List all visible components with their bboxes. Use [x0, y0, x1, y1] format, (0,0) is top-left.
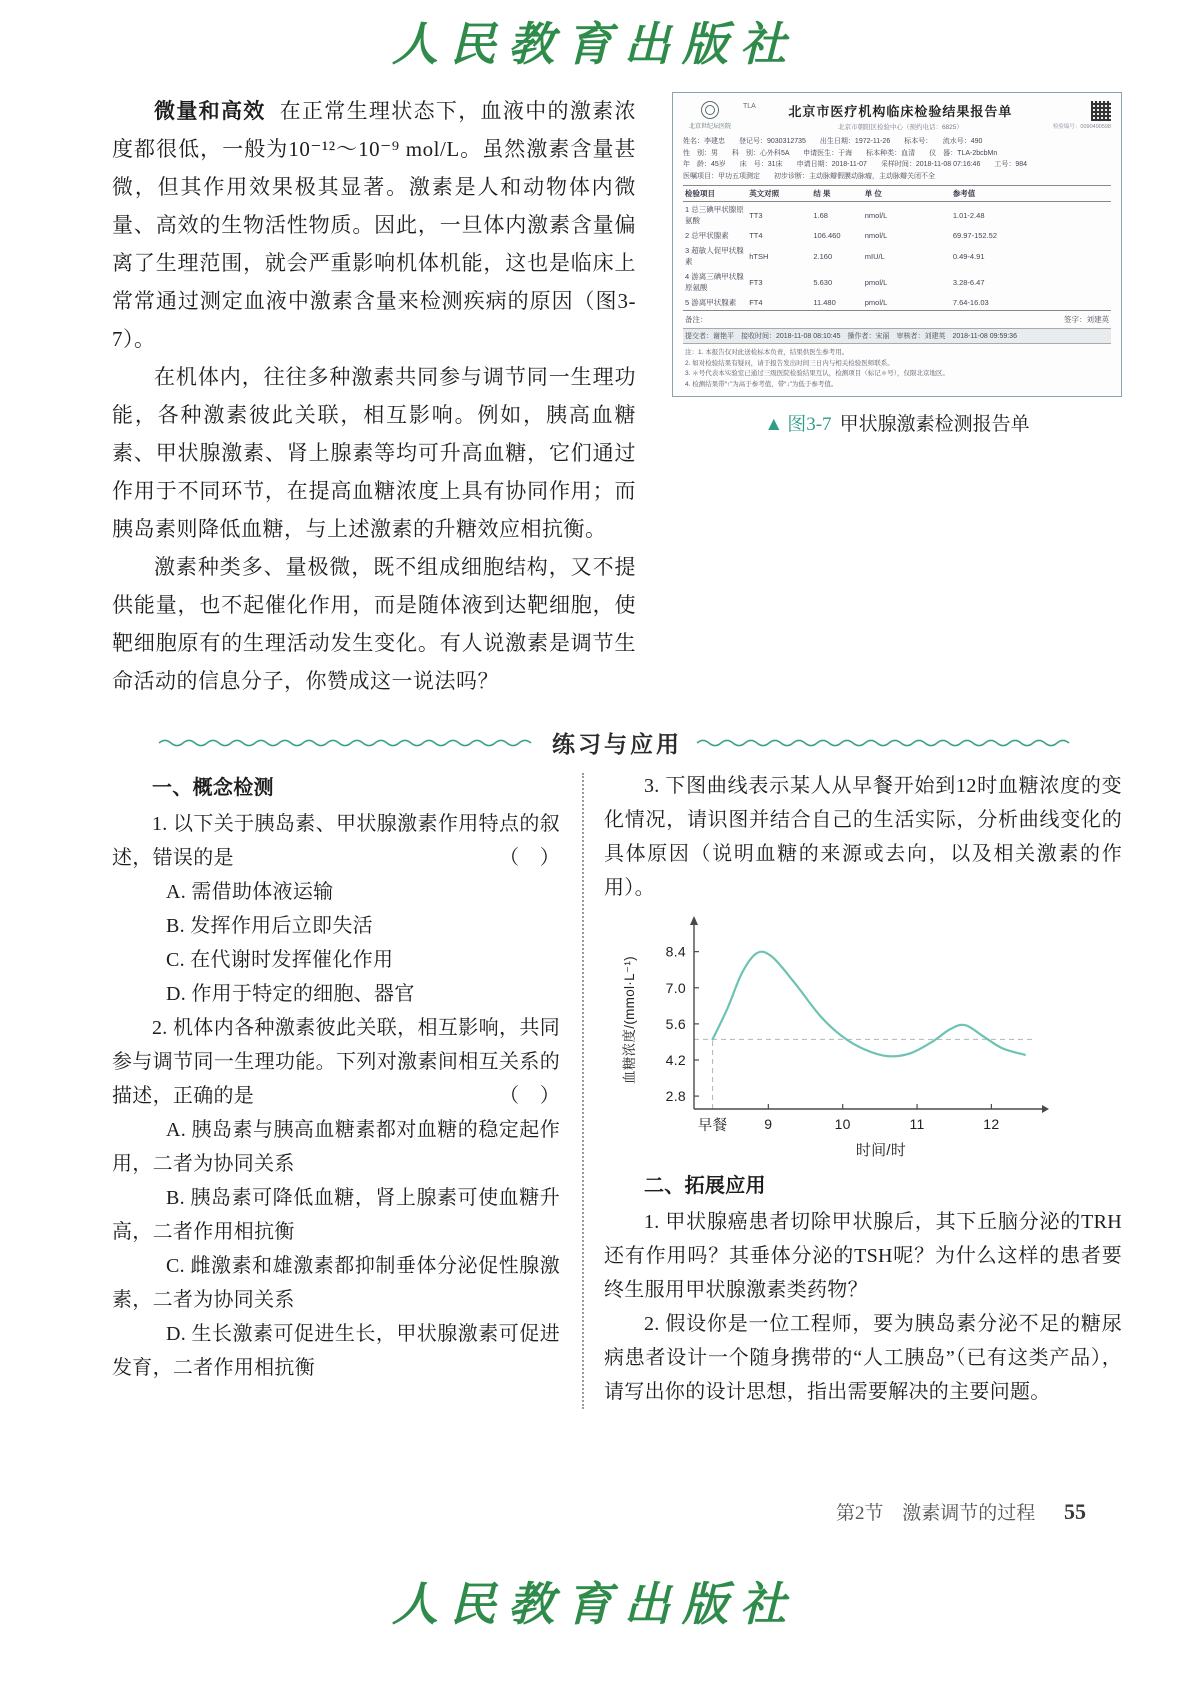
paragraph-hormone-messenger: 激素种类多、量极微，既不组成细胞结构，又不提供能量，也不起催化作用，而是随体液到达靶细胞，使靶细胞原有的生理活动发生变化。有人说激素是调节生命活动的信息分子，你赞成这一说法吗？ [112, 555, 636, 693]
report-cell: 4 游离三碘甲状腺原氨酸 [685, 272, 744, 292]
report-serial-block [1045, 101, 1111, 130]
paragraph-trace-and-efficient [112, 92, 636, 358]
report-info-row: 姓名：李建忠 登记号：9030312735 出生日期：1972-11-26 标本号： 流水号：490 [683, 138, 983, 145]
svg-text:8.4: 8.4 [665, 943, 686, 960]
option-item: B. 发挥作用后立即失活 [166, 915, 373, 937]
report-cell: hTSH [749, 251, 769, 261]
question-2 [112, 1011, 560, 1113]
section-concept-heading: 一、概念检测 [152, 777, 274, 799]
report-table-row [683, 295, 1111, 311]
report-cell: 1.68 [813, 210, 828, 220]
report-remark: 备注： [685, 315, 708, 324]
svg-text:11: 11 [909, 1116, 925, 1132]
wave-right-icon [696, 737, 1076, 749]
svg-text:早餐: 早餐 [697, 1118, 728, 1134]
main-text-column [112, 92, 636, 700]
svg-text:10: 10 [834, 1116, 851, 1132]
report-header [683, 101, 1111, 131]
report-cell: 1 总三碘甲状腺原氨酸 [685, 205, 744, 225]
figure-title: 甲状腺激素检测报告单 [839, 414, 1030, 435]
report-table-header-cell: 单 位 [863, 186, 951, 202]
option-item: C. 雌激素和雄激素都抑制垂体分泌促性腺激素，二者为协同关系 [112, 1255, 560, 1311]
report-cell: pmol/L [864, 277, 888, 287]
page-content [0, 74, 1190, 1409]
glucose-chart [618, 913, 1050, 1165]
report-cell: 2 总甲状腺素 [685, 231, 729, 240]
publisher-logo-top: 人民教育出版社 [392, 17, 798, 71]
report-info-row: 医嘱项目：甲功五项测定 初步诊断：主动脉瓣假膜动脉瘤，主动脉瓣关闭不全 [683, 172, 935, 180]
figure-3-7 [672, 92, 1122, 700]
report-note: 注：1. 本报告仅对此送检标本负责，结果供医生参考用。 [685, 349, 849, 356]
figure-caption [672, 409, 1122, 436]
report-table-row [683, 269, 1111, 295]
report-cell: 5.630 [813, 277, 833, 287]
report-cell: 1.01-2.48 [952, 210, 985, 220]
report-cell: nmol/L [864, 210, 888, 220]
option-item: D. 作用于特定的细胞、器官 [166, 983, 415, 1005]
hospital-name: 北京世纪坛医院 [688, 124, 731, 130]
svg-text:血糖浓度/(mmol·L⁻¹): 血糖浓度/(mmol·L⁻¹) [622, 956, 637, 1084]
report-table-row [683, 228, 1111, 243]
report-table [683, 186, 1111, 311]
report-cell: 11.480 [811, 295, 862, 311]
option-item: D. 生长激素可促进生长，甲状腺激素可促进发育，二者作用相抗衡 [112, 1323, 560, 1379]
hospital-logo [683, 101, 737, 130]
report-remark-row [683, 311, 1111, 328]
exercises-left-column [112, 769, 560, 1409]
option-item: C. 在代谢时发挥催化作用 [166, 949, 394, 971]
report-table-row [683, 243, 1111, 269]
question-1-text: 1. 以下关于胰岛素、甲状腺激素作用特点的叙述，错误的是 [112, 813, 560, 869]
question-1 [112, 807, 560, 875]
svg-text:12: 12 [983, 1116, 1000, 1132]
question-3: 3. 下图曲线表示某人从早餐开始到12时血糖浓度的变化情况，请识图并结合自己的生活实际，分析曲线变化的具体原因（说明血糖的来源或去向，以及相关激素的作用）。 [604, 775, 1122, 899]
report-cell: 69.97-152.52 [952, 231, 998, 240]
report-title-block [762, 101, 1039, 131]
report-cell: TT4 [749, 231, 763, 240]
exercises-columns [112, 769, 1122, 1409]
svg-text:9: 9 [764, 1116, 773, 1132]
report-cell: nmol/L [864, 231, 888, 240]
qr-code-icon [1091, 101, 1111, 121]
report-cell: 7.64-16.03 [951, 295, 1111, 311]
page-footer [836, 1498, 1086, 1525]
svg-text:时间/时: 时间/时 [855, 1142, 907, 1159]
report-cell: FT3 [749, 277, 763, 287]
report-table-header-cell: 参考值 [951, 186, 1111, 202]
report-cell: 5 游离甲状腺素 [683, 295, 747, 311]
extend-question-1: 1. 甲状腺癌患者切除甲状腺后，其下丘脑分泌的TRH还有作用吗？其垂体分泌的TSH呢？为什么这样的患者要终生服用甲状腺激素类药物？ [604, 1211, 1122, 1301]
report-cell: pmol/L [863, 295, 951, 311]
exercises-header [112, 726, 1122, 759]
answer-blank: （ ） [499, 1085, 560, 1107]
report-submit-row: 提交者：谢艳平 接收时间：2018-11-08 08:10:45 操作者：宋丽 审核者：刘建英 2018-11-08 09:59:36 [683, 328, 1111, 344]
report-subtitle: 北京市朝阳区检验中心（预约电话：6825） [837, 124, 963, 131]
question-2-options [112, 1113, 560, 1385]
exercises-title: 练习与应用 [552, 732, 682, 757]
report-cell: FT4 [747, 295, 811, 311]
option-item: A. 需借助体液运输 [166, 881, 334, 903]
report-cell: 0.49-4.91 [952, 251, 985, 261]
option-item: A. 胰岛素与胰高血糖素都对血糖的稳定起作用，二者为协同关系 [112, 1119, 560, 1175]
report-cell: 3 超敏人促甲状腺素 [685, 246, 744, 266]
report-table-header-cell: 检验项目 [683, 186, 747, 202]
report-signature: 签字：刘建英 [1064, 315, 1109, 324]
report-info-row: 年 龄：45岁 床 号：31床 申请日期：2018-11-07 采样时间：2018-11-08 07:16:46 工号：984 [683, 161, 1028, 168]
publisher-logo-bottom: 人民教育出版社 [392, 1577, 798, 1631]
report-info-row: 性 别：男 科 别：心外科5A 申请医生：于海 标本种类：血清 仪 器：TLA-2bcbMn [683, 149, 998, 157]
report-cell: TT3 [749, 210, 763, 220]
svg-text:4.2: 4.2 [665, 1051, 686, 1068]
lab-code: TLA [743, 103, 756, 110]
report-cell: 106.460 [813, 231, 841, 240]
report-cell: 2.160 [813, 251, 833, 261]
footer-chapter-title: 激素调节的过程 [902, 1503, 1036, 1524]
report-table-header-row [683, 186, 1111, 202]
report-title: 北京市医疗机构临床检验结果报告单 [788, 104, 1013, 119]
paragraph-1-text: 在正常生理状态下，血液中的激素浓度都很低，一般为10⁻¹²～10⁻⁹ mol/L。虽然激素含量甚微，但其作用效果极其显著。激素是人和动物体内微量、高效的生物活性物质。因此，一旦体内激素含量偏离了生理范围，就会严重影响机体机能，这也是临床上常常通过测定血液中激素含量来检测疾病的原因（图3-7）。 [112, 99, 636, 351]
report-cell: mIU/L [864, 251, 885, 261]
answer-blank: （ ） [499, 847, 560, 869]
report-note: 3. ＊号代表本实验室已通过三级医院检验结果互认，检测项目（标记＊号），仅限北京地区。 [685, 370, 949, 377]
svg-text:7.0: 7.0 [665, 979, 686, 996]
option-item: B. 胰岛素可降低血糖，肾上腺素可使血糖升高，二者作用相抗衡 [112, 1187, 560, 1243]
svg-text:2.8: 2.8 [665, 1088, 686, 1105]
paragraph-lead-term: 微量和高效 [154, 99, 266, 123]
top-section [112, 92, 1122, 700]
triangle-marker-icon: ▲ [764, 414, 784, 435]
exercises-right-column [604, 769, 1122, 1409]
report-serial: 检验编号：0090490598 [1052, 124, 1111, 130]
report-notes [683, 344, 1111, 390]
hospital-emblem-icon [701, 101, 719, 119]
svg-text:5.6: 5.6 [665, 1015, 686, 1032]
extend-question-2: 2. 假设你是一位工程师，要为胰岛素分泌不足的糖尿病患者设计一个随身携带的“人工胰岛”（已有这类产品），请写出你的设计思想，指出需要解决的主要问题。 [604, 1313, 1122, 1403]
report-table-row [683, 202, 1111, 229]
footer-page-number: 55 [1064, 1499, 1086, 1524]
column-divider [582, 773, 584, 1409]
report-patient-info [683, 136, 1111, 186]
report-table-header-cell: 英文对照 [747, 186, 811, 202]
report-cell: 3.28-6.47 [952, 277, 985, 287]
report-table-header-cell: 结 果 [811, 186, 862, 202]
figure-label: 图3-7 [787, 414, 832, 435]
wave-left-icon [158, 737, 538, 749]
report-note: 2. 如对检验结果有疑问，请于报告发出时间三日内与相关检验医师联系。 [685, 359, 894, 367]
paragraph-hormone-coordination: 在机体内，往往多种激素共同参与调节同一生理功能，各种激素彼此关联，相互影响。例如，胰高血糖素、甲状腺激素、肾上腺素等均可升高血糖，它们通过作用于不同环节，在提高血糖浓度上具有协同作用；而胰岛素则降低血糖，与上述激素的升糖效应相抗衡。 [112, 365, 636, 541]
footer-section: 第2节 [835, 1503, 884, 1524]
section-extend-heading: 二、拓展应用 [644, 1175, 766, 1197]
report-card [672, 92, 1122, 397]
question-1-options [112, 875, 560, 1011]
report-note: 4. 检测结果带“↑”为高于参考值，带“↓”为低于参考值。 [685, 380, 838, 388]
question-2-text: 2. 机体内各种激素彼此关联，相互影响，共同参与调节同一生理功能。下列对激素间相互关系的描述，正确的是 [112, 1017, 560, 1107]
